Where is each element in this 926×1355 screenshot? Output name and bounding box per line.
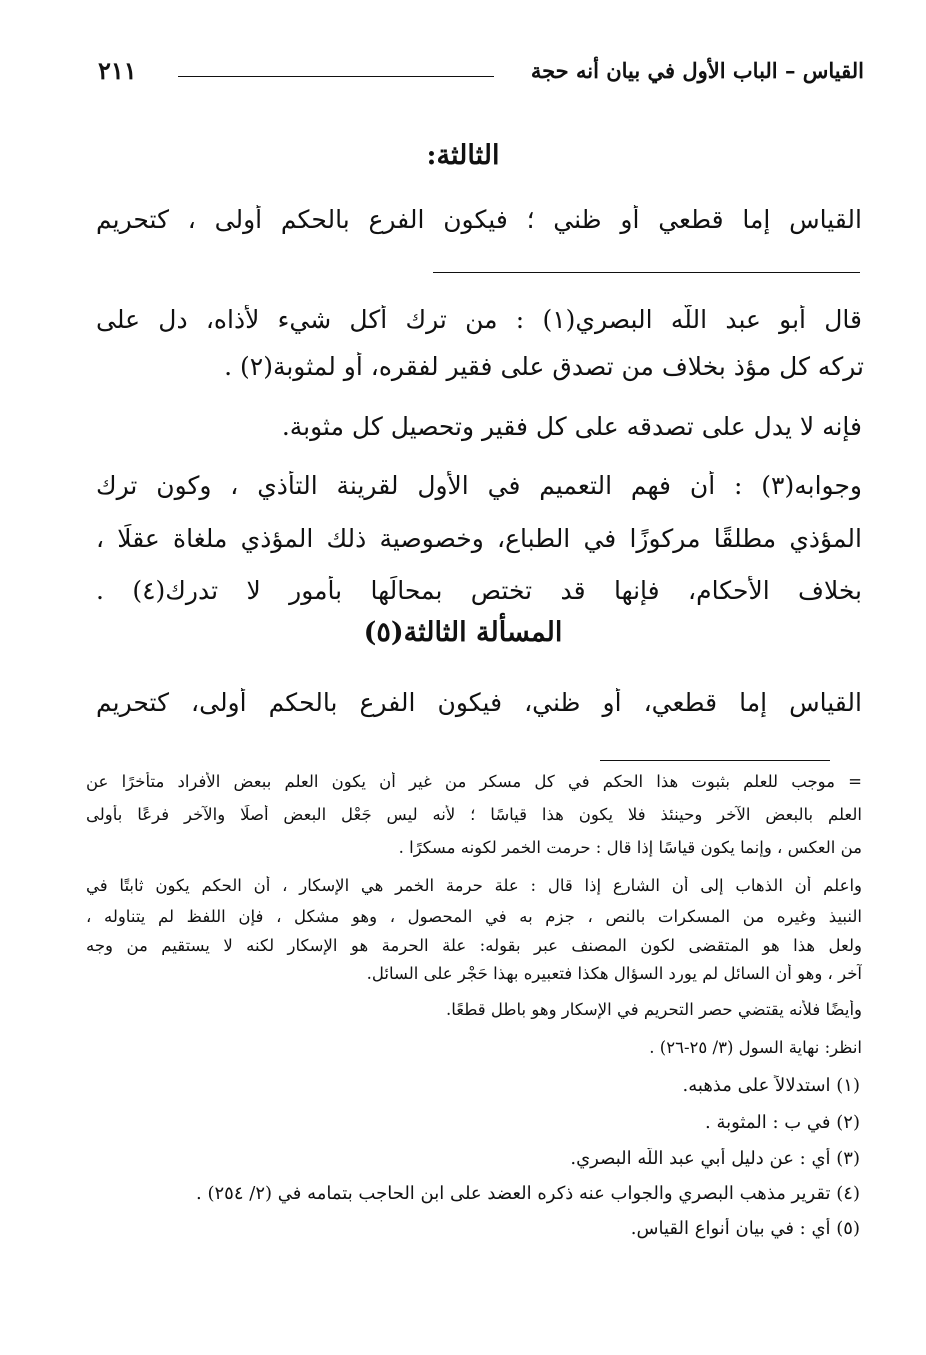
matn-text-second: القياس إما قطعي، أو ظني، فيكون الفرع بالحكم أولى، كتحريم <box>96 688 862 717</box>
footnote-continuation-line: النبيذ وغيره من المسكرات بالنص ، جزم به في المحصول ، وهو مشكل ، فإن اللفظ لم يتناوله ، <box>86 907 862 926</box>
footnote-2: (٢) في ب : المثوبة . <box>705 1112 860 1133</box>
page-number: ٢١١ <box>98 56 137 85</box>
header-rule <box>178 76 494 77</box>
footnote-3: (٣) أي : عن دليل أبي عبد اللَّه البصري. <box>570 1148 860 1169</box>
footnote-continuation-line: ولعل هذا هو المتقضى لكون المصنف عبر بقوله: علة الحرمة هو الإسكار لكنه لا يستقيم من وجه <box>86 936 862 955</box>
running-header-title: القياس – الباب الأول في بيان أنه حجة <box>530 58 864 83</box>
matn-text-first: القياس إما قطعي أو ظني ؛ فيكون الفرع بالحكم أولى ، كتحريم <box>96 205 862 234</box>
commentary-line: المؤذي مطلقًا مركوزًا في الطباع، وخصوصية ذلك المؤذي ملغاة عقلًا ، <box>96 524 862 553</box>
matn-separator-rule <box>433 272 860 273</box>
footnote-continuation-line: من العكس ، وإنما يكون قياسًا إذا قال : حرمت الخمر لكونه مسكرًا . <box>398 838 862 857</box>
section-heading-third: الثالثة: <box>426 140 500 171</box>
commentary-line: فإنه لا يدل على تصدقه على كل فقير وتحصيل كل مثوبة. <box>281 412 862 441</box>
footnote-4: (٤) تقرير مذهب البصري والجواب عنه ذكره العضد على ابن الحاجب بتمامه في (٢/ ٢٥٤) . <box>196 1183 860 1204</box>
section-heading-issue-three: المسألة الثالثة(٥) <box>363 617 563 648</box>
footnote-separator-rule <box>600 760 830 761</box>
footnote-continuation-line: العلم بالبعض الآخر وحينئذ فلا يكون هذا قياسًا ؛ لأنه ليس جَعْل البعض أصلًا والآخر فرعًا بأولى <box>86 805 862 824</box>
footnote-continuation-line: وأيضًا فلأنه يقتضي حصر التحريم في الإسكار وهو باطل قطعًا. <box>445 1000 862 1019</box>
footnote-continuation-line: آخر ، وهو أن السائل لم يورد السؤال هكذا فتعبيره بهذا حَجْر على السائل. <box>366 964 862 983</box>
footnote-5: (٥) أي : في بيان أنواع القياس. <box>630 1218 860 1239</box>
commentary-line: قال أبو عبد اللَّه البصري(١) : من ترك أكل شيء لأذاه، دل على <box>96 305 862 334</box>
footnote-continuation-line: = موجب للعلم بثبوت هذا الحكم في كل مسكر من غير أن يكون العلم ببعض الأفراد متأخرًا عن <box>86 772 862 791</box>
footnote-continuation-line: واعلم أن الذهاب إلى أن الشارع إذا قال : علة حرمة الخمر هي الإسكار ، أن الحكم يكون ثابتًا في <box>86 876 862 895</box>
footnote-reference-line: انظر: نهاية السول (٣/ ٢٥-٢٦) . <box>649 1038 862 1057</box>
commentary-line: وجوابه(٣) : أن فهم التعميم في الأول لقرينة التأذي ، وكون ترك <box>96 471 862 500</box>
commentary-line: تركه كل مؤذ بخلاف من تصدق على فقير لفقره، أو لمثوبة(٢) . <box>224 352 864 381</box>
footnote-1: (١) استدلالاً على مذهبه. <box>682 1075 860 1096</box>
commentary-line: بخلاف الأحكام، فإنها قد تختص بمحالِّها بأمور لا تدرك(٤) . <box>96 576 862 605</box>
